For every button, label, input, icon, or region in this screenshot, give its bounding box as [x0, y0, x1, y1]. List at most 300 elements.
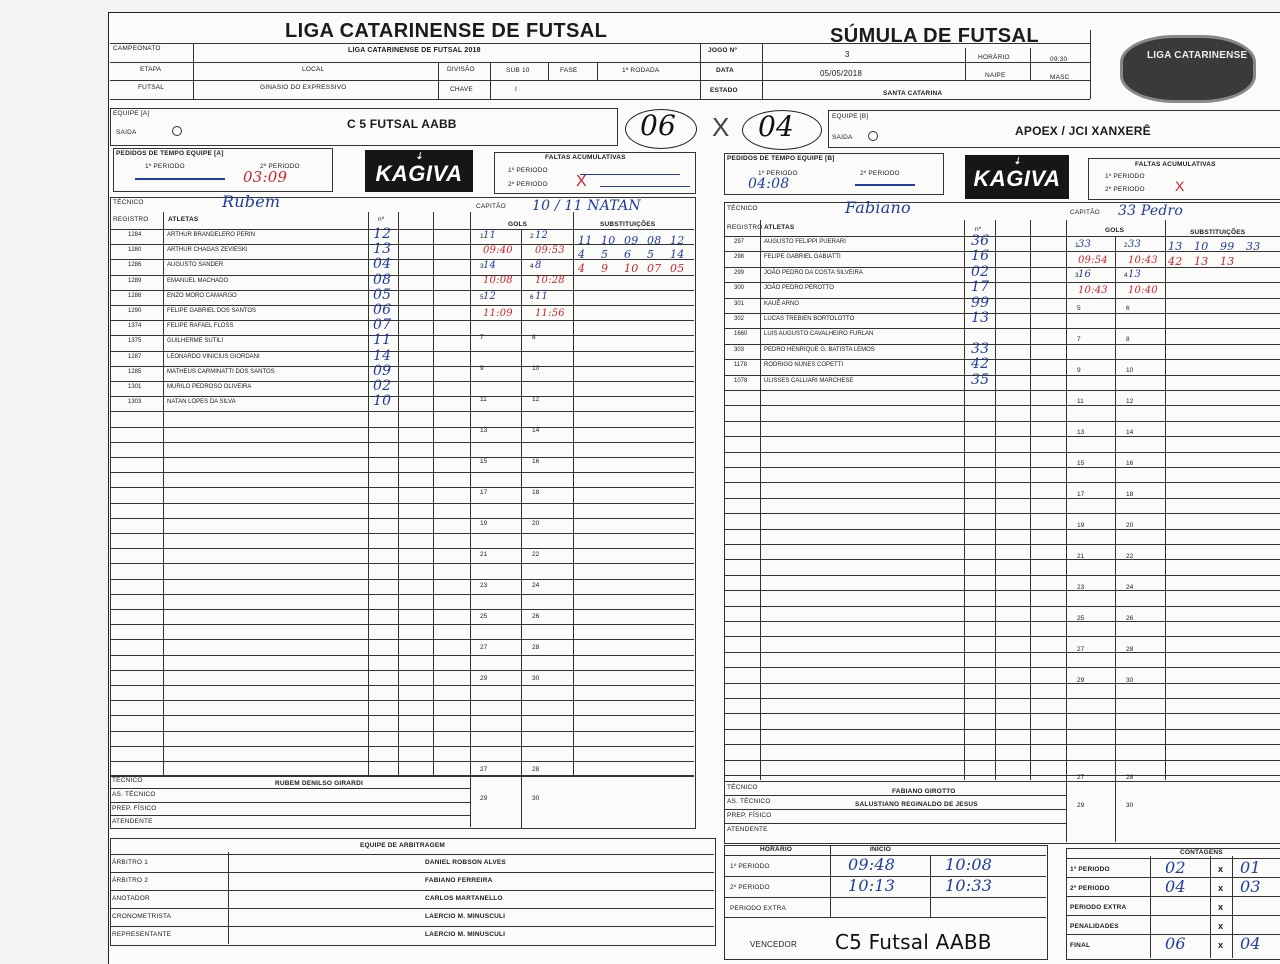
pedidos-b-label: PEDIDOS DE TEMPO EQUIPE [B] [727, 155, 835, 162]
goal-a-v1: 11:09 [483, 308, 513, 319]
roster-a-line [110, 609, 694, 610]
roster-a-line [110, 579, 694, 580]
arb-role: ANOTADOR [112, 895, 150, 902]
player-b-reg: 1660 [734, 331, 748, 338]
sub-a: 14 [670, 248, 685, 261]
player-b-name: ULISSES CALLIARI MARCHESE [764, 377, 854, 384]
inicio-label: INÍCIO [870, 846, 892, 853]
goal-a-n2: 6 [530, 294, 534, 301]
sub-a: 07 [647, 262, 662, 275]
num-a-label: nº [378, 216, 385, 223]
roster-b-line [724, 606, 1280, 607]
goal-a-slot: 10 [532, 365, 540, 372]
faltas-b-mark: X [1175, 178, 1185, 194]
player-a-name: MURILO PEDROSO OLIVEIRA [167, 384, 252, 390]
hor-line [724, 897, 1046, 898]
label-campeonato: CAMPEONATO [113, 45, 161, 52]
chave-value: I [515, 86, 518, 93]
goal-b-slot: 8 [1126, 336, 1130, 343]
sub-a: 6 [624, 248, 632, 261]
sub-a: 10 [624, 262, 639, 275]
player-b-number: 17 [971, 279, 990, 296]
player-a-name: LEONARDO VINICIUS GIORDANI [167, 353, 260, 360]
sub-b: 13 [1168, 240, 1183, 253]
hor-inicio: 09:48 [848, 855, 896, 874]
atletas-a-label: ATLETAS [168, 216, 199, 223]
goal-a-slot: 24 [532, 582, 540, 589]
player-b-name: JOÃO PEDRO DA COSTA SILVEIRA [764, 269, 863, 276]
arb-role: CRONOMETRISTA [112, 913, 172, 920]
tecnico-b-label: TÉCNICO [727, 205, 758, 212]
goal-a-slot: 27 [480, 766, 488, 773]
goal-b-slot: 23 [1077, 584, 1085, 591]
sub-a: 12 [670, 234, 685, 247]
faltas-a-mark: X [576, 173, 587, 190]
roster-a-line [110, 533, 694, 534]
pedidos-b-p2: 2º PERIODO [860, 170, 900, 177]
goal-a-n1: 1 [480, 233, 484, 240]
atletas-b-label: ATLETAS [764, 224, 795, 231]
sub-b: 13 [1220, 255, 1235, 268]
hor-label: 2º PERIODO [730, 884, 770, 891]
goal-b-slot: 27 [1077, 774, 1085, 781]
goal-b-v1: 09:54 [1078, 255, 1108, 266]
label-saida-b: SAIDA [832, 134, 853, 141]
roster-a-line [110, 366, 694, 367]
roster-a-line [110, 335, 694, 336]
roster-a-line [110, 442, 694, 443]
player-b-number: 99 [971, 294, 990, 311]
cont-a: 06 [1165, 934, 1186, 953]
roster-a-line [110, 396, 694, 397]
goal-a-slot: 9 [480, 365, 484, 372]
arb-name: LAERCIO M. MINUSCULI [425, 931, 506, 938]
cont-b: 04 [1240, 934, 1261, 953]
player-b-reg: 298 [734, 254, 745, 261]
goal-b-slot: 15 [1077, 460, 1085, 467]
player-a-number: 08 [373, 271, 392, 288]
player-a-reg: 1284 [128, 232, 142, 238]
estado-value: SANTA CATARINA [883, 90, 943, 97]
score-x: X [712, 112, 730, 142]
prep-fisico-a-label: PREP. FÍSICO [112, 805, 157, 812]
capitao-b-label: CAPITÃO [1070, 209, 1100, 216]
hor-fim: 10:08 [945, 855, 993, 874]
arb-name: DANIEL ROBSON ALVES [425, 859, 506, 866]
player-a-name: ARTHUR CHAGAS ZEVIESKI [167, 247, 248, 254]
goal-a-slot: 19 [480, 520, 488, 527]
roster-b-line [724, 744, 1280, 745]
goal-a-v2: 8 [535, 260, 542, 271]
goal-a-v1: 10:08 [483, 275, 513, 286]
player-b-number: 42 [971, 356, 990, 373]
cont-label: PENALIDADES [1070, 923, 1119, 930]
roster-a-line [110, 563, 694, 564]
goal-b-slot: 27 [1077, 646, 1085, 653]
goal-a-slot: 8 [532, 334, 536, 341]
goal-b-slot: 20 [1126, 522, 1134, 529]
goal-b-slot: 10 [1126, 367, 1134, 374]
faltas-a-label: FALTAS ACUMULATIVAS [545, 154, 626, 161]
hor-label: 1º PERIODO [730, 863, 770, 870]
sub-a: 9 [601, 262, 609, 275]
roster-a-line [110, 655, 694, 656]
naipe-value: MASC [1050, 74, 1070, 81]
goal-a-v2: 11:56 [535, 308, 565, 319]
team-a-name: C 5 FUTSAL AABB [347, 117, 457, 131]
registro-b-label: REGISTRO [727, 224, 763, 231]
sub-a: 05 [670, 262, 685, 275]
atendente-b-label: ATENDENTE [727, 826, 768, 833]
goal-a-n1: 5 [480, 294, 484, 301]
goal-b-slot: 18 [1126, 491, 1134, 498]
goal-b-n1: 3 [1075, 272, 1079, 279]
cont-label: FINAL [1070, 942, 1091, 949]
goal-a-v1: 14 [483, 260, 497, 271]
roster-a-line [110, 305, 694, 306]
sub-b: 13 [1194, 255, 1209, 268]
player-a-reg: 1303 [128, 399, 142, 406]
player-a-reg: 1286 [128, 262, 142, 269]
league-logo [1120, 35, 1256, 103]
roster-a-line [110, 761, 694, 762]
goal-b-slot: 13 [1077, 429, 1085, 436]
roster-b-line [724, 282, 1280, 283]
player-a-reg: 1280 [128, 247, 142, 254]
goal-a-slot: 21 [480, 551, 488, 558]
player-a-number: 02 [373, 378, 392, 394]
goal-b-slot: 28 [1126, 646, 1134, 653]
label-divisao: DIVISÃO [447, 66, 475, 73]
roster-b-line [724, 683, 1280, 684]
roster-b-line [724, 375, 1280, 376]
saida-a-circle [172, 126, 182, 136]
data-value: 05/05/2018 [820, 69, 863, 78]
goal-a-v2: 11 [535, 291, 549, 302]
faltas-b-label: FALTAS ACUMULATIVAS [1135, 161, 1216, 168]
roster-b-line [724, 621, 1280, 622]
pedidos-b-p1: 1º PERIODO [758, 170, 798, 177]
label-estado: ESTADO [710, 87, 738, 94]
roster-b-line [724, 713, 1280, 714]
roster-a-line [110, 503, 694, 504]
roster-b-line [724, 544, 1280, 545]
goal-a-slot: 30 [532, 795, 540, 802]
pedidos-a-p2: 2º PERIODO [260, 163, 300, 170]
player-b-number: 36 [971, 233, 990, 249]
roster-a-line [110, 381, 694, 382]
roster-b-line [724, 482, 1280, 483]
arb-line [110, 890, 714, 891]
roster-a-line [110, 427, 694, 428]
score-team-a: 06 [640, 109, 677, 142]
sub-a: 08 [647, 234, 662, 247]
cont-x: x [1218, 883, 1224, 893]
roster-b-line [724, 513, 1280, 514]
pedidos-a-label: PEDIDOS DE TEMPO EQUIPE [A] [116, 150, 224, 157]
roster-b-line [724, 298, 1280, 299]
player-a-number: 07 [373, 317, 392, 334]
goal-b-slot: 21 [1077, 553, 1085, 560]
player-a-number: 13 [373, 241, 392, 258]
player-b-reg: 1178 [734, 362, 747, 369]
goal-a-slot: 11 [480, 396, 487, 403]
player-a-name: GUILHERME SUTILI [167, 338, 224, 345]
player-a-number: 12 [373, 226, 392, 242]
goal-a-n2: 2 [530, 233, 534, 240]
label-horario: HORÁRIO [978, 54, 1010, 61]
kagiva-logo-a: ⇣ KAGIVA [365, 150, 473, 192]
roster-a-line [110, 639, 694, 640]
faltas-a-p1: 1º PERIODO [508, 167, 548, 174]
player-b-number: 35 [971, 371, 990, 388]
player-a-reg: 1288 [128, 292, 142, 299]
arb-line [110, 926, 714, 927]
player-b-reg: 299 [734, 269, 745, 276]
goal-a-v1: 12 [483, 291, 497, 302]
sheet-title: SÚMULA DE FUTSAL [830, 25, 1039, 47]
player-b-number: 02 [971, 263, 990, 280]
tecnico-a-label: TÉCNICO [113, 199, 144, 206]
label-naipe: NAIPE [985, 72, 1006, 79]
goal-b-slot: 22 [1126, 553, 1134, 560]
arb-name: LAERCIO M. MINUSCULI [425, 913, 506, 920]
player-b-reg: 300 [734, 285, 745, 292]
sub-b: 99 [1220, 240, 1235, 253]
cont-a: 04 [1165, 877, 1186, 896]
cont-x: x [1218, 902, 1224, 912]
team-b-name: APOEX / JCI XANXERÊ [1015, 124, 1151, 138]
goal-b-v1: 16 [1078, 269, 1092, 280]
player-b-reg: 302 [734, 316, 745, 322]
label-jogo: JOGO Nº [708, 47, 738, 54]
goal-a-n2: 4 [530, 263, 534, 270]
goal-a-slot: 30 [532, 675, 540, 682]
goal-b-n1: 1 [1075, 242, 1079, 249]
label-futsal: FUTSAL [138, 84, 165, 91]
roster-a-line [110, 290, 694, 291]
arb-line [110, 872, 714, 873]
player-b-name: KAUÊ ARNO [764, 300, 800, 307]
arb-line [110, 854, 714, 855]
tecnico-a-signature: Rubem [222, 192, 281, 211]
as-tecnico-b-name: SALUSTIANO REGINALDO DE JESUS [855, 801, 978, 808]
label-saida-a: SAIDA [116, 129, 137, 136]
cont-label: 1º PERIODO [1070, 866, 1110, 873]
roster-a-line [110, 320, 694, 321]
goal-a-slot: 12 [532, 396, 540, 403]
campeonato-value: LIGA CATARINENSE DE FUTSAL 2018 [348, 47, 481, 54]
cont-b: 01 [1240, 858, 1261, 877]
player-a-number: 09 [373, 362, 392, 379]
player-b-reg: 301 [734, 300, 745, 307]
sub-a: 09 [624, 234, 639, 247]
goal-b-v2: 13 [1128, 269, 1142, 280]
player-b-name: JOÃO PEDRO PEROTTO [764, 285, 834, 292]
player-b-number: 13 [971, 310, 990, 326]
cont-b: 03 [1240, 877, 1261, 896]
goal-b-slot: 19 [1077, 522, 1085, 529]
goal-a-slot: 27 [480, 644, 488, 651]
goal-b-n2: 4 [1124, 272, 1128, 279]
roster-b-line [724, 590, 1280, 591]
roster-b-line [724, 236, 1280, 237]
hor-line [724, 917, 1046, 918]
roster-a-line [110, 670, 694, 671]
goal-b-slot: 28 [1126, 774, 1134, 781]
sub-a: 5 [647, 248, 655, 261]
player-a-name: NATAN LOPES DA SILVA [167, 399, 236, 406]
goal-a-slot: 26 [532, 613, 540, 620]
player-a-number: 06 [373, 302, 392, 318]
arb-name: FABIANO FERREIRA [425, 877, 493, 884]
goal-b-slot: 24 [1126, 584, 1134, 591]
as-tecnico-a-label: AS. TÉCNICO [112, 791, 156, 798]
label-chave: CHAVE [450, 86, 473, 93]
roster-b-line [724, 359, 1280, 360]
goal-b-slot: 7 [1077, 336, 1081, 343]
goal-a-v2: 12 [535, 230, 549, 241]
roster-b-line [724, 729, 1280, 730]
goal-b-n2: 2 [1124, 242, 1128, 249]
num-b-label: nº [975, 226, 982, 233]
player-a-number: 11 [373, 332, 392, 349]
goal-a-n1: 3 [480, 263, 484, 270]
player-b-name: LUCAS TREBIEN BORTOLOTTO [764, 316, 855, 322]
player-b-number: 16 [971, 248, 990, 265]
player-a-name: AUGUSTO SANDER [167, 262, 224, 269]
cont-line [1066, 896, 1280, 897]
cont-a: 02 [1165, 858, 1186, 877]
goal-a-slot: 28 [532, 644, 540, 651]
player-a-name: FELIPE GABRIEL DOS SANTOS [167, 308, 257, 314]
goal-b-v1: 33 [1078, 239, 1092, 250]
player-a-name: ARTHUR BRANDELERO PERIN [167, 232, 255, 238]
sub-b: 33 [1246, 240, 1261, 253]
vencedor-value: C5 Futsal AABB [835, 930, 992, 954]
vencedor-label: VENCEDOR [750, 940, 797, 949]
roster-b-line [724, 452, 1280, 453]
arb-role: REPRESENTANTE [112, 931, 172, 938]
player-a-reg: 1301 [128, 384, 142, 390]
roster-a-line [110, 700, 694, 701]
goal-a-slot: 15 [480, 458, 488, 465]
sub-b: 10 [1194, 240, 1209, 253]
roster-b-line [724, 344, 1280, 345]
league-title: LIGA CATARINENSE DE FUTSAL [285, 20, 608, 42]
cont-x: x [1218, 940, 1224, 950]
roster-a-line [110, 457, 694, 458]
goal-b-slot: 29 [1077, 802, 1085, 809]
roster-a-line [110, 518, 694, 519]
sub-a: 4 [578, 262, 586, 275]
faltas-b-p1: 1º PERIODO [1105, 173, 1145, 180]
player-a-reg: 1289 [128, 277, 142, 284]
goal-a-slot: 13 [480, 427, 488, 434]
goal-b-slot: 12 [1126, 398, 1134, 405]
goal-b-slot: 29 [1077, 677, 1085, 684]
atendente-a-label: ATENDENTE [112, 818, 153, 825]
label-etapa: ETAPA [140, 66, 162, 73]
goal-b-v2: 10:40 [1128, 285, 1158, 296]
cont-label: 2º PERIODO [1070, 885, 1110, 892]
player-a-number: 04 [373, 256, 392, 273]
player-a-name: FELIPE RAFAEL FLOSS [167, 323, 234, 330]
kagiva-logo-b: ⇣ KAGIVA [965, 155, 1069, 199]
goal-a-v1: 11 [483, 230, 497, 241]
hor-inicio: 10:13 [848, 876, 896, 895]
horario-jogo-title: HORÁRIO [760, 846, 793, 853]
goal-a-v1: 09:40 [483, 245, 513, 256]
cont-line [1066, 915, 1280, 916]
player-a-name: MATHEUS CARMINATTI DOS SANTOS [167, 368, 275, 375]
roster-b-line [724, 529, 1280, 530]
roster-b-line [724, 575, 1280, 576]
player-a-reg: 1285 [128, 368, 142, 375]
goal-b-slot: 14 [1126, 429, 1134, 436]
roster-b-line [724, 436, 1280, 437]
goal-b-v2: 33 [1128, 239, 1142, 250]
goal-b-v2: 10:43 [1128, 255, 1158, 266]
tecnico-b-name: FABIANO GIROTTO [892, 788, 956, 795]
roster-a-line [110, 715, 694, 716]
local-value: GINASIO DO EXPRESSIVO [260, 84, 347, 91]
roster-b-line [724, 698, 1280, 699]
label-fase: FASE [560, 67, 578, 74]
horario-value: 09:30 [1050, 56, 1068, 63]
roster-a-line [110, 351, 694, 352]
player-b-reg: 303 [734, 346, 745, 353]
goal-a-slot: 17 [480, 489, 488, 496]
hor-label: PERIODO EXTRA [730, 905, 787, 912]
team-a-timeout-2: 03:09 [243, 168, 288, 186]
goal-b-slot: 26 [1126, 615, 1134, 622]
player-a-reg: 1287 [128, 353, 142, 360]
sub-a: 5 [601, 248, 609, 261]
gols-b-label: GOLS [1105, 227, 1125, 234]
roster-b-line [724, 636, 1280, 637]
fase-value: 1ª RODADA [622, 67, 660, 74]
label-equipe-a: EQUIPE [A] [113, 110, 150, 117]
goal-b-slot: 6 [1126, 305, 1130, 312]
prep-fisico-b-label: PREP. FÍSICO [727, 812, 772, 819]
roster-a-line [110, 594, 694, 595]
roster-b-line [724, 760, 1280, 761]
player-a-number: 14 [373, 347, 392, 364]
goal-a-slot: 29 [480, 795, 488, 802]
hor-fim: 10:33 [945, 876, 993, 895]
roster-b-line [724, 498, 1280, 499]
arb-role: ÁRBITRO 1 [112, 859, 149, 866]
cont-x: x [1218, 864, 1224, 874]
goal-b-slot: 16 [1126, 460, 1134, 467]
goal-b-v1: 10:43 [1078, 285, 1108, 296]
roster-b-line [724, 652, 1280, 653]
cont-label: PERIODO EXTRA [1070, 904, 1127, 911]
capitao-a-value: 10 / 11 NATAN [532, 198, 641, 214]
sub-a: 11 [578, 234, 593, 247]
goal-a-v2: 09:53 [535, 245, 565, 256]
logo-text: LIGA CATARINENSE [1147, 50, 1248, 61]
player-b-number: 33 [971, 340, 990, 357]
goal-b-slot: 17 [1077, 491, 1085, 498]
capitao-a-label: CAPITÃO [476, 203, 506, 210]
player-a-name: EMANUEL MACHADO [167, 277, 229, 284]
goal-a-slot: 14 [532, 427, 540, 434]
goal-b-slot: 30 [1126, 677, 1134, 684]
goal-a-slot: 29 [480, 675, 488, 682]
roster-b-line [724, 405, 1280, 406]
